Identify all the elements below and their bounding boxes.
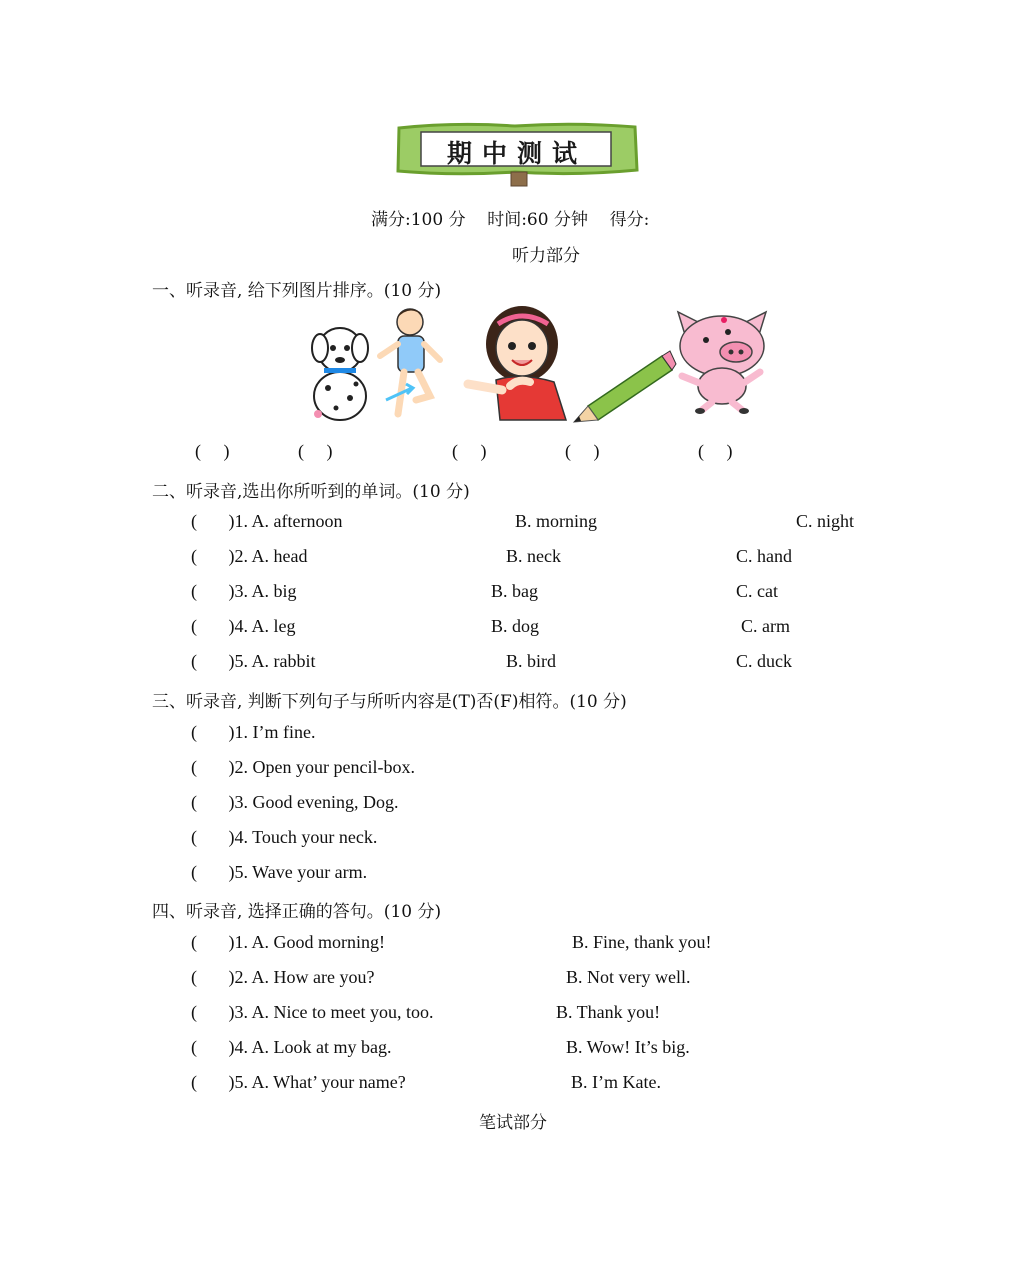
option-b: B. bird	[506, 651, 557, 671]
boy-picture	[376, 304, 448, 422]
question-item: ( )3. Good evening, Dog.	[191, 792, 399, 812]
score-info: 满分:100 分 时间:60 分钟 得分:	[371, 210, 650, 230]
option-b: B. Not very well.	[566, 967, 691, 987]
option-c: C. arm	[741, 616, 790, 636]
question-item: ( )2. A. How are you?	[191, 967, 375, 987]
section3-heading: 三、听录音, 判断下列句子与所听内容是(T)否(F)相符。(10 分)	[152, 692, 627, 712]
option-b: B. morning	[515, 511, 598, 531]
pig-picture	[672, 310, 772, 414]
question-item: ( )2. A. head	[191, 546, 308, 566]
answer-bracket[interactable]: ( )	[195, 441, 230, 461]
option-c: C. duck	[736, 651, 792, 671]
question-item: ( )1. I’m fine.	[191, 722, 316, 742]
option-b: B. Thank you!	[556, 1002, 661, 1022]
question-item: ( )5. Wave your arm.	[191, 862, 368, 882]
option-b: B. Fine, thank you!	[572, 932, 712, 952]
question-item: ( )4. A. Look at my bag.	[191, 1037, 392, 1057]
writing-part-heading: 笔试部分	[479, 1113, 547, 1133]
question-item: ( )1. A. afternoon	[191, 511, 343, 531]
question-item: ( )2. Open your pencil-box.	[191, 757, 415, 777]
answer-bracket[interactable]: ( )	[452, 441, 487, 461]
answer-bracket[interactable]: ( )	[698, 441, 733, 461]
question-item: ( )3. A. big	[191, 581, 297, 601]
section2-heading: 二、听录音,选出你所听到的单词。(10 分)	[152, 482, 470, 502]
option-b: B. neck	[506, 546, 561, 566]
option-b: B. Wow! It’s big.	[566, 1037, 690, 1057]
page-title: 期中测试	[446, 139, 587, 168]
option-b: B. bag	[491, 581, 538, 601]
answer-bracket[interactable]: ( )	[298, 441, 333, 461]
question-item: ( )5. A. What’ your name?	[191, 1072, 406, 1092]
question-item: ( )1. A. Good morning!	[191, 932, 385, 952]
option-c: C. night	[796, 511, 855, 531]
option-b: B. dog	[491, 616, 540, 636]
pencil-picture	[566, 350, 678, 426]
option-b: B. I’m Kate.	[571, 1072, 661, 1092]
question-item: ( )3. A. Nice to meet you, too.	[191, 1002, 434, 1022]
section4-heading: 四、听录音, 选择正确的答句。(10 分)	[152, 902, 442, 922]
question-item: ( )5. A. rabbit	[191, 651, 316, 671]
option-c: C. cat	[736, 581, 778, 601]
question-item: ( )4. A. leg	[191, 616, 296, 636]
girl-picture	[462, 302, 574, 422]
listening-part-heading: 听力部分	[512, 246, 580, 266]
answer-bracket[interactable]: ( )	[565, 441, 600, 461]
section1-heading: 一、听录音, 给下列图片排序。(10 分)	[152, 281, 442, 301]
question-item: ( )4. Touch your neck.	[191, 827, 378, 847]
dog-picture	[300, 318, 380, 422]
title-banner	[395, 122, 639, 178]
option-c: C. hand	[736, 546, 792, 566]
